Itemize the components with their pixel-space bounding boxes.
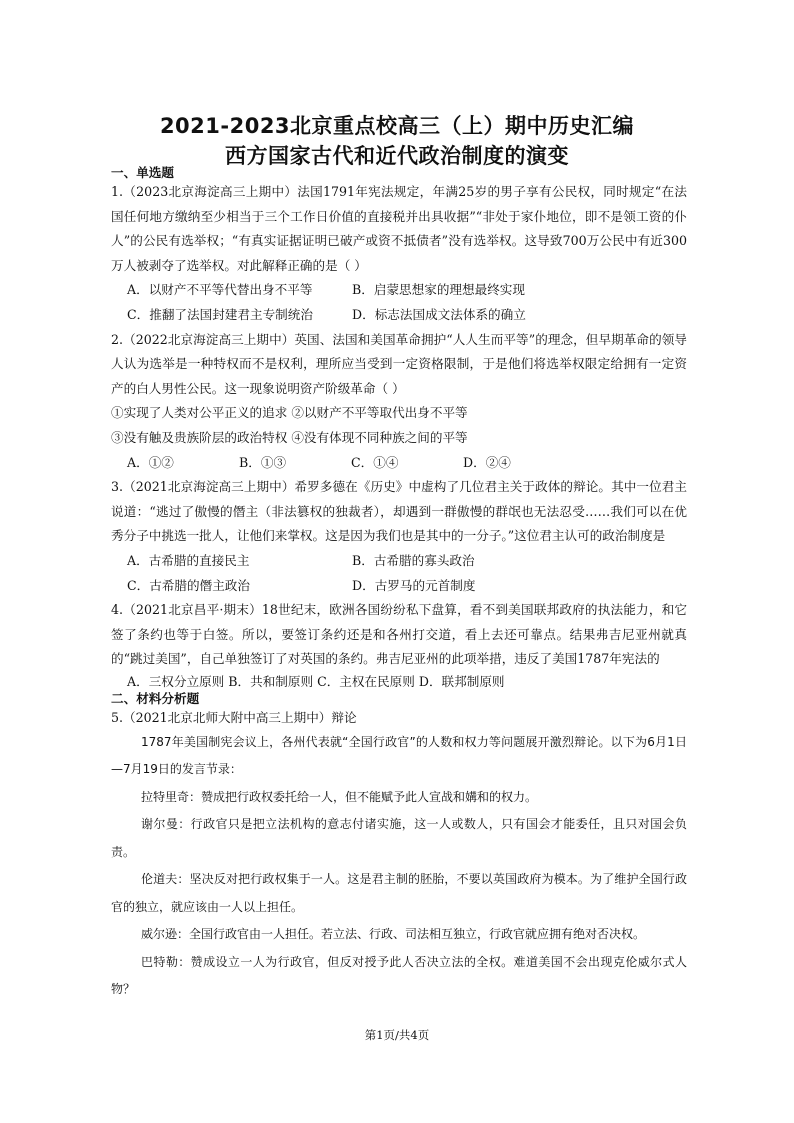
question-5-stem: 5.（2021北京北师大附中高三上期中）辩论 bbox=[111, 709, 357, 725]
question-3-options-row-1 bbox=[111, 549, 687, 574]
question-5-material bbox=[111, 729, 687, 1004]
question-1-options-row-2 bbox=[111, 303, 687, 328]
question-1-option-d: D．标志法国成文法体系的确立 bbox=[352, 306, 526, 322]
question-2-option-d: D．②④ bbox=[463, 454, 511, 470]
question-4-options: A．三权分立原则 B．共和制原则 C．主权在民原则 D．联邦制原则 bbox=[127, 673, 505, 689]
question-2-option-b: B．①③ bbox=[239, 454, 287, 470]
page-number-footer: 第1页/共4页 bbox=[364, 1028, 430, 1042]
material-speech-rutledge: 拉特里奇：赞成把行政权委托给一人，但不能赋予此人宣战和媾和的权力。 bbox=[141, 789, 538, 804]
question-3-stem: 3.（2021北京海淀高三上期中）希罗多德在《历史》中虚构了几位君主关于政体的辩论。其中一位君主说道：“逃过了傲慢的僭主（非法篡权的独裁者），却遇到一群傲慢的群氓也无法忍受……我们可以在优秀分子中挑选一批人，让他们来掌权。这是因为我们也是其中的一分子。”这位君主认可的政治制度是 bbox=[111, 479, 687, 544]
material-intro: 1787年美国制宪会议上，各州代表就“全国行政官”的人数和权力等问题展开激烈辩论。以下为6月1日—7月19日的发言节录： bbox=[111, 734, 687, 777]
question-2-option-c: C．①④ bbox=[351, 454, 399, 470]
question-2-option-a: A．①② bbox=[127, 454, 174, 470]
material-speech-butler: 巴特勒：赞成设立一人为行政官，但反对授予此人否决立法的全权。难道美国不会出现克伦威尔式人物？ bbox=[111, 954, 687, 997]
question-3-option-c: C．古希腊的僭主政治 bbox=[127, 577, 250, 593]
question-4-stem: 4.（2021北京昌平·期末）18世纪末，欧洲各国纷纷私下盘算，看不到美国联邦政府的执法能力，和它签了条约也等于白签。所以，要签订条约还是和各州打交道，看上去还可靠点。结果弗吉尼亚州就真的“跳过美国”，自己单独签订了对英国的条约。弗吉尼亚州的此项举措，违反了美国1787年宪法的 bbox=[111, 602, 687, 667]
question-2-stem: 2.（2022北京海淀高三上期中）英国、法国和美国革命拥护“人人生而平等”的理念，但早期革命的领导人认为选举是一种特权而不是权利，理所应当受到一定资格限制，于是他们将选举权限定给拥有一定资产的白人男性公民。这一现象说明资产阶级革命（ ） bbox=[111, 331, 687, 396]
question-1-stem: 1.（2023北京海淀高三上期中）法国1791年宪法规定，年满25岁的男子享有公民权，同时规定“在法国任何地方缴纳至少相当于三个工作日价值的直接税并出具收据”“非处于家仆地位，即不是领工资的仆人”的公民有选举权；“有真实证据证明已破产或资不抵债者”没有选举权。这导致700万公民中有近300万人被剥夺了选举权。对此解释正确的是（ ） bbox=[111, 184, 687, 273]
question-3-option-d: D．古罗马的元首制度 bbox=[352, 577, 476, 593]
document-title: 2021-2023北京重点校高三（上）期中历史汇编 bbox=[159, 114, 635, 138]
material-speech-sherman: 谢尔曼：行政官只是把立法机构的意志付诸实施，这一人或数人，只有国会才能委任，且只对国会负责。 bbox=[111, 817, 687, 859]
section-heading-single-choice: 一、单选题 bbox=[111, 165, 174, 180]
question-2-item-line-1: ①实现了人类对公平正义的追求 ②以财产不平等取代出身不平等 bbox=[111, 405, 468, 421]
material-speech-randolph: 伦道夫：坚决反对把行政权集于一人。这是君主制的胚胎，不要以英国政府为模本。为了维护全国行政官的独立，就应该由一人以上担任。 bbox=[111, 872, 687, 914]
question-3-option-a: A．古希腊的直接民主 bbox=[127, 552, 250, 568]
question-1-option-c: C．推翻了法国封建君主专制统治 bbox=[127, 306, 313, 322]
document-body bbox=[111, 166, 687, 1004]
section-heading-material-analysis: 二、材料分析题 bbox=[111, 690, 200, 706]
question-1-options-row-1 bbox=[111, 278, 687, 303]
question-2-options bbox=[111, 451, 687, 476]
question-1-option-b: B．启蒙思想家的理想最终实现 bbox=[352, 282, 525, 298]
question-3-option-b: B．古希腊的寡头政治 bbox=[352, 552, 475, 568]
document-subtitle: 西方国家古代和近代政治制度的演变 bbox=[225, 144, 569, 168]
question-2-item-line-2: ③没有触及贵族阶层的政治特权 ④没有体现不同种族之间的平等 bbox=[111, 429, 468, 445]
question-1-option-a: A．以财产不平等代替出身不平等 bbox=[127, 282, 313, 298]
question-3-options-row-2 bbox=[111, 574, 687, 599]
material-speech-wilson: 威尔逊：全国行政官由一人担任。若立法、行政、司法相互独立，行政官就应拥有绝对否决权。 bbox=[141, 927, 646, 942]
